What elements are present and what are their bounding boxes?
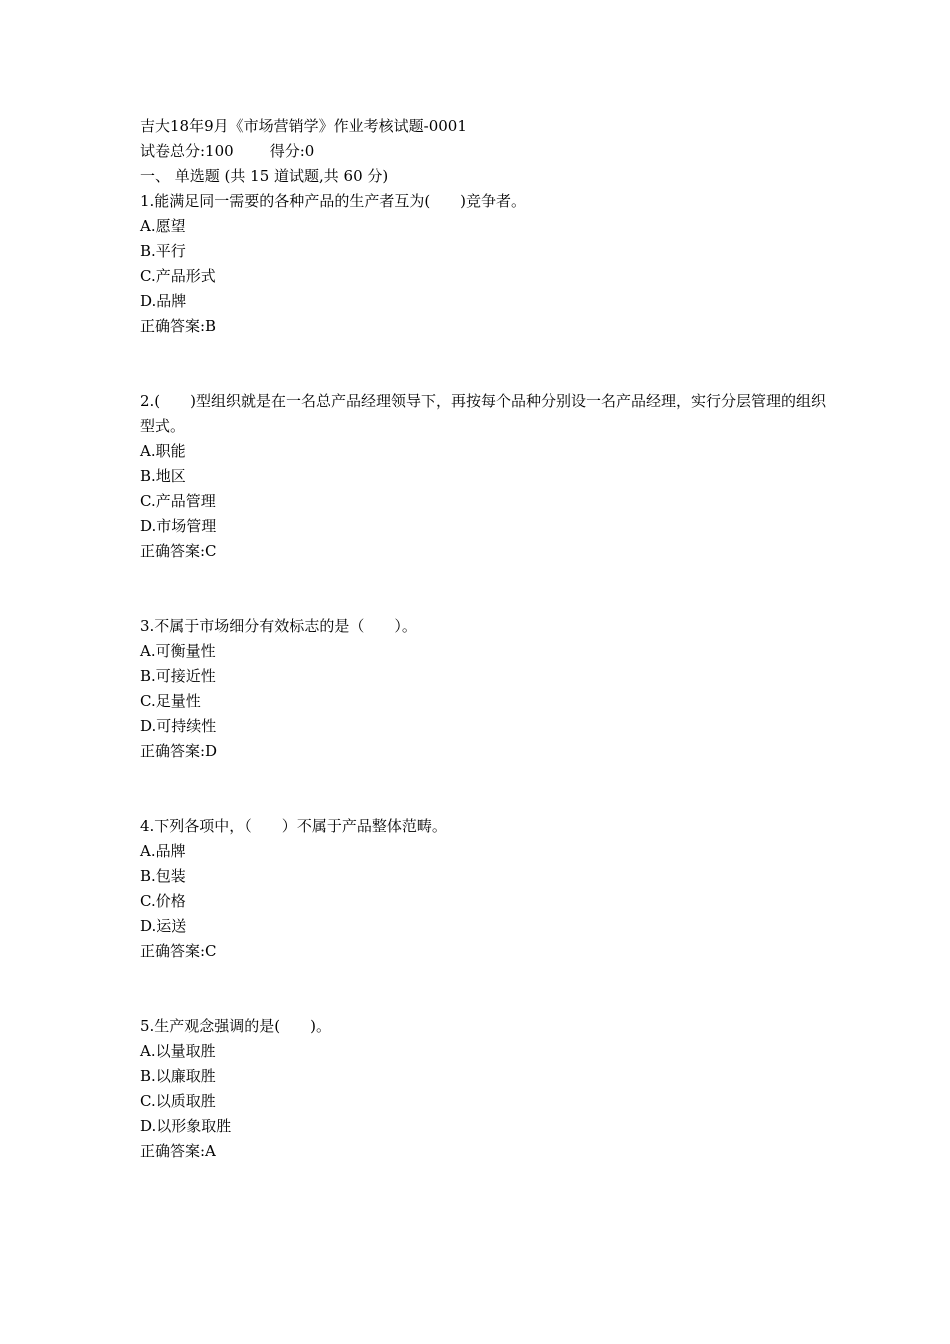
option-a: A.可衡量性 bbox=[140, 642, 216, 660]
score-row bbox=[140, 139, 830, 164]
correct-answer: 正确答案:C bbox=[140, 942, 217, 960]
correct-answer: 正确答案:A bbox=[140, 1142, 216, 1160]
question-5 bbox=[140, 1014, 830, 1164]
option-d: D.运送 bbox=[140, 917, 187, 935]
correct-answer: 正确答案:D bbox=[140, 742, 218, 760]
option-a: A.职能 bbox=[140, 442, 186, 460]
question-stem: 4.下列各项中，（ ）不属于产品整体范畴。 bbox=[140, 817, 447, 835]
question-stem: 2.( )型组织就是在一名总产品经理领导下，再按每个品种分别设一名产品经理，实行分层管理的组织型式。 bbox=[140, 392, 827, 435]
option-c: C.产品形式 bbox=[140, 267, 216, 285]
option-a: A.品牌 bbox=[140, 842, 186, 860]
option-c: C.产品管理 bbox=[140, 492, 216, 510]
score-obtained: 得分:0 bbox=[269, 142, 315, 160]
question-3 bbox=[140, 614, 830, 764]
correct-answer: 正确答案:C bbox=[140, 542, 217, 560]
exam-title: 吉大18年9月《市场营销学》作业考核试题-0001 bbox=[140, 117, 467, 135]
option-b: B.可接近性 bbox=[140, 667, 216, 685]
option-c: C.以质取胜 bbox=[140, 1092, 216, 1110]
question-stem: 3.不属于市场细分有效标志的是（ ）。 bbox=[140, 617, 417, 635]
option-c: C.足量性 bbox=[140, 692, 201, 710]
option-d: D.以形象取胜 bbox=[140, 1117, 232, 1135]
option-c: C.价格 bbox=[140, 892, 186, 910]
option-d: D.市场管理 bbox=[140, 517, 217, 535]
option-a: A.以量取胜 bbox=[140, 1042, 216, 1060]
option-b: B.地区 bbox=[140, 467, 186, 485]
question-1 bbox=[140, 189, 830, 339]
question-4 bbox=[140, 814, 830, 964]
option-b: B.以廉取胜 bbox=[140, 1067, 216, 1085]
total-score: 试卷总分:100 bbox=[140, 142, 234, 160]
correct-answer: 正确答案:B bbox=[140, 317, 217, 335]
option-d: D.品牌 bbox=[140, 292, 187, 310]
option-d: D.可持续性 bbox=[140, 717, 217, 735]
option-b: B.包装 bbox=[140, 867, 186, 885]
question-stem: 1.能满足同一需要的各种产品的生产者互为( )竞争者。 bbox=[140, 192, 527, 210]
question-stem: 5.生产观念强调的是( )。 bbox=[140, 1017, 332, 1035]
option-a: A.愿望 bbox=[140, 217, 186, 235]
section-heading: 一、 单选题 (共 15 道试题,共 60 分) bbox=[140, 167, 389, 185]
question-2 bbox=[140, 389, 830, 564]
exam-content bbox=[140, 114, 830, 1164]
option-b: B.平行 bbox=[140, 242, 186, 260]
